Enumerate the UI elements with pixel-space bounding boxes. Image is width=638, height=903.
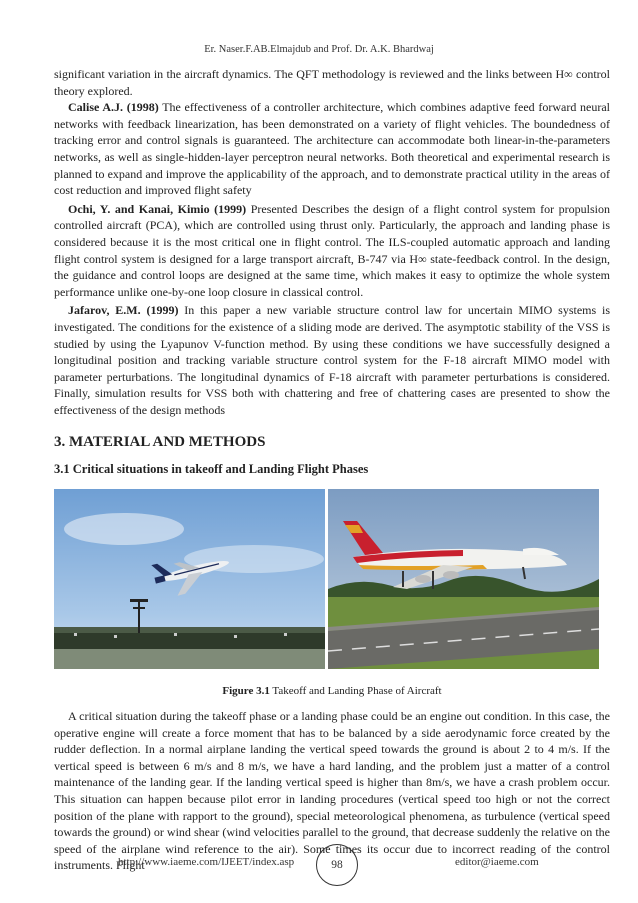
figure-label: Figure 3.1	[222, 685, 270, 698]
page-number: 98	[316, 844, 358, 886]
reference-text: In this paper a new variable structure control law for uncertain MIMO systems is investigated. The conditions for the existence of a sliding mode are derived. The asymptotic stability of the VSS is studied by using the Lyapunov V-function method. By using these conditions we have successfully designed a longitudinal position and tracking variable structure control system for the F-18 aircraft MIMO model with parameter perturbations. The longitudinal dynamics of F-18 aircraft with parameter perturbations is considered. Finally, simulation results for VSS both with chattering and free of chattering cases are presented to show the effectiveness of the design methods	[54, 303, 610, 417]
reference-text: Presented Describes the design of a flight control system for propulsion controlled aircraft (PCA), which are controlled using thrust only. Particularly, the approach and landing phase is considered because it is the most critical one in flight control. The ILS-coupled automatic approach and landing flight control system is designed for a large transport aircraft, B-747 via H∞ state-feedback control. In the design, the guidance and control loops are designed at the same time, which makes it easy to optimize the whole system performance unlike one-by-one loop closure in classical control.	[54, 201, 610, 299]
section-heading: 3. MATERIAL AND METHODS	[54, 434, 266, 451]
subsection-heading: 3.1 Critical situations in takeoff and Landing Flight Phases	[54, 462, 369, 477]
running-header: Er. Naser.F.AB.Elmajdub and Prof. Dr. A.K. Bhardwaj	[204, 44, 434, 55]
figure-caption	[54, 683, 610, 700]
intro-paragraph: significant variation in the aircraft dynamics. The QFT methodology is reviewed and the links between H∞ control theory explored.	[54, 67, 610, 98]
figure-images	[54, 489, 599, 669]
reference-text: The effectiveness of a controller architecture, which combines adaptive feed forward neural networks with feedback linearization, has been demonstrated on a variety of flight vehicles. The boundedness of tracking error and control signals is guaranteed. The architecture can accommodate both linear-in-the-parameters networks, as well as single-hidden-layer perceptron neural networks. Both theoretical and experimental research is planned to expand and improve the applicability of the approach, and to demonstrate practical utility in the areas of cost reduction and improved flight safety	[54, 100, 611, 198]
takeoff-photo	[54, 489, 325, 669]
journal-url: http://www.iaeme.com/IJEET/index.asp	[118, 856, 295, 868]
reference-author: Calise A.J. (1998)	[68, 100, 159, 115]
reference-paragraph	[54, 201, 610, 301]
reference-author: Ochi, Y. and Kanai, Kimio (1999)	[68, 201, 247, 216]
reference-paragraph	[54, 99, 610, 199]
page-footer	[0, 850, 638, 880]
figure-caption-text: Takeoff and Landing Phase of Aircraft	[269, 685, 442, 698]
landing-photo	[328, 489, 599, 669]
reference-author: Jafarov, E.M. (1999)	[68, 303, 179, 318]
page-body	[54, 66, 610, 874]
journal-email: editor@iaeme.com	[455, 856, 539, 868]
body-paragraph: A critical situation during the takeoff phase or a landing phase could be an engine out condition. In this case, the operative engine will create a force moment that has to be balanced by a side aerodynamic force created by the rudder deflection. In a normal airplane landing the vertical speed towards the ground is about 2 to 4 m/s. If the vertical speed is between 6 m/s and 8 m/s, we have a hard landing, and the problem just a matter of a control maintenance of the landing gear. If the landing vertical speed is higher than 8m/s, we have a crash problem occur. This situation can happen because pilot error in landing procedures (vertical speed too high or not the correct position of the plane with rapport to the ground), special meteorological phenomena, as turbulence (vertical speed towards the ground) or wind shear (wind velocities parallel to the ground, that decrease suddenly the relative on the speed of the airplane wind reference to the air). Some times its occur due to incorrect reading of the control instruments. Flight	[54, 709, 610, 873]
reference-paragraph	[54, 302, 610, 418]
